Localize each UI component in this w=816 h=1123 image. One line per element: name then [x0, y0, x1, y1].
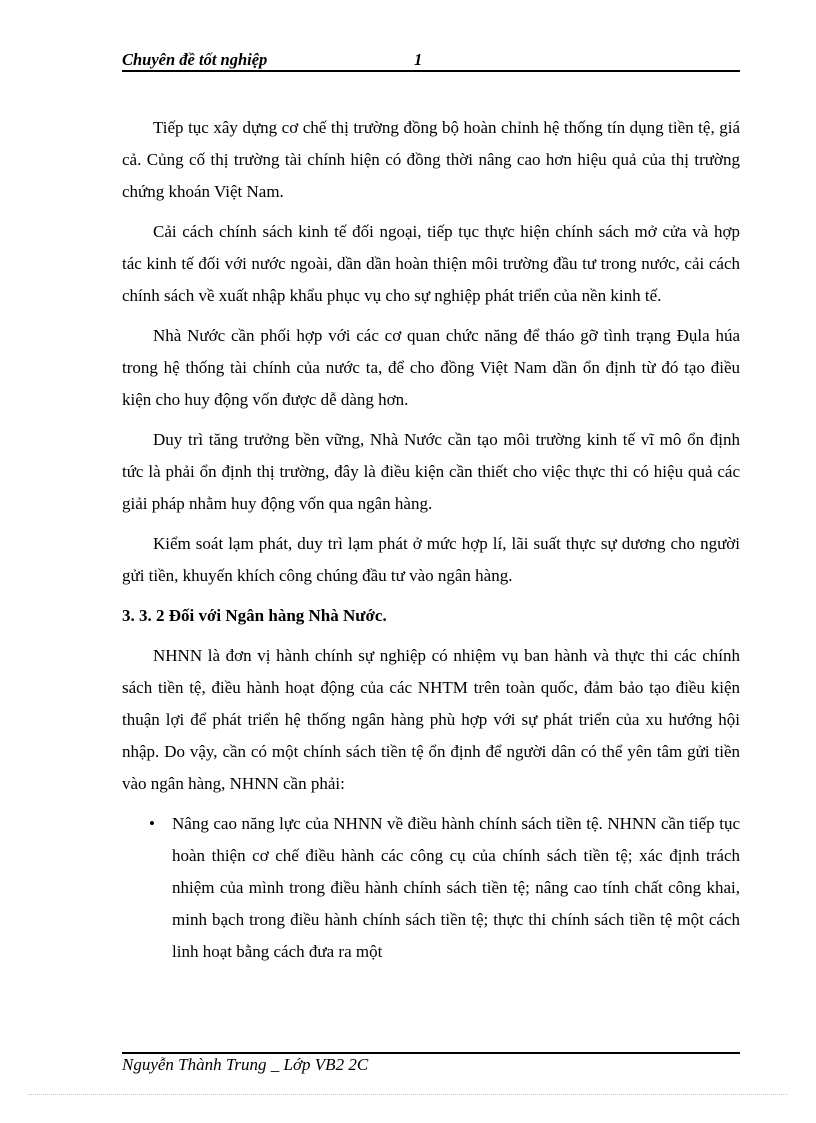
document-body — [122, 112, 740, 968]
footer-divider — [122, 1052, 740, 1054]
page-footer: Nguyễn Thành Trung _ Lớp VB2 2C — [122, 1055, 369, 1074]
paragraph: Nhà Nước cần phối hợp với các cơ quan chức năng để tháo gỡ tình trạng Đụla húa trong hệ thống tài chính của nước ta, để cho đồng Việt Nam dần ổn định từ đó tạo điều kiện cho huy động vốn được dễ dàng hơn. — [122, 326, 740, 409]
section-heading: 3. 3. 2 Đối với Ngân hàng Nhà Nước. — [122, 606, 387, 625]
page-number: 1 — [414, 50, 423, 69]
bullet-list — [122, 808, 740, 968]
page-boundary — [28, 1094, 788, 1095]
bullet-icon: • — [149, 814, 155, 833]
section-intro: NHNN là đơn vị hành chính sự nghiệp có nhiệm vụ ban hành và thực thi các chính sách tiền tệ, điều hành hoạt động của các NHTM trên toàn quốc, đảm bảo tạo điều kiện thuận lợi để phát triển hệ thống ngân hàng phù hợp với sự phát triển của xu hướng hội nhập. Do vậy, cần có một chính sách tiền tệ ổn định để người dân có thể yên tâm gửi tiền vào ngân hàng, NHNN cần phải: — [122, 646, 740, 793]
page-header — [122, 48, 740, 72]
paragraph: Kiểm soát lạm phát, duy trì lạm phát ở mức hợp lí, lãi suất thực sự dương cho người gửi tiền, khuyến khích công chúng đầu tư vào ngân hàng. — [122, 534, 740, 585]
header-title: Chuyên đề tốt nghiệp — [122, 50, 268, 69]
list-item-text: Nâng cao năng lực của NHNN về điều hành chính sách tiền tệ. NHNN cần tiếp tục hoàn thiện cơ chế điều hành các công cụ của chính sách tiền tệ; xác định trách nhiệm của mình trong điều hành chính sách tiền tệ; nâng cao tính chất công khai, minh bạch trong điều hành chính sách tiền tệ; thực thi chính sách tiền tệ một cách linh hoạt bằng cách đưa ra một — [172, 814, 740, 961]
paragraph: Tiếp tục xây dựng cơ chế thị trường đồng bộ hoàn chỉnh hệ thống tín dụng tiền tệ, giá cả. Củng cố thị trường tài chính hiện có đồng thời nâng cao hơn hiệu quả của thị trường chứng khoán Việt Nam. — [122, 118, 740, 201]
paragraph: Cải cách chính sách kinh tế đối ngoại, tiếp tục thực hiện chính sách mở cửa và hợp tác kinh tế đối với nước ngoài, dần dần hoàn thiện môi trường đầu tư trong nước, cải cách chính sách về xuất nhập khẩu phục vụ cho sự nghiệp phát triển của nền kinh tế. — [122, 222, 740, 305]
paragraph: Duy trì tăng trưởng bền vững, Nhà Nước cần tạo môi trường kinh tế vĩ mô ổn định tức là phải ổn định thị trường, đây là điều kiện cần thiết cho việc thực thi có hiệu quả các giải pháp nhằm huy động vốn qua ngân hàng. — [122, 430, 740, 513]
list-item — [122, 808, 740, 968]
